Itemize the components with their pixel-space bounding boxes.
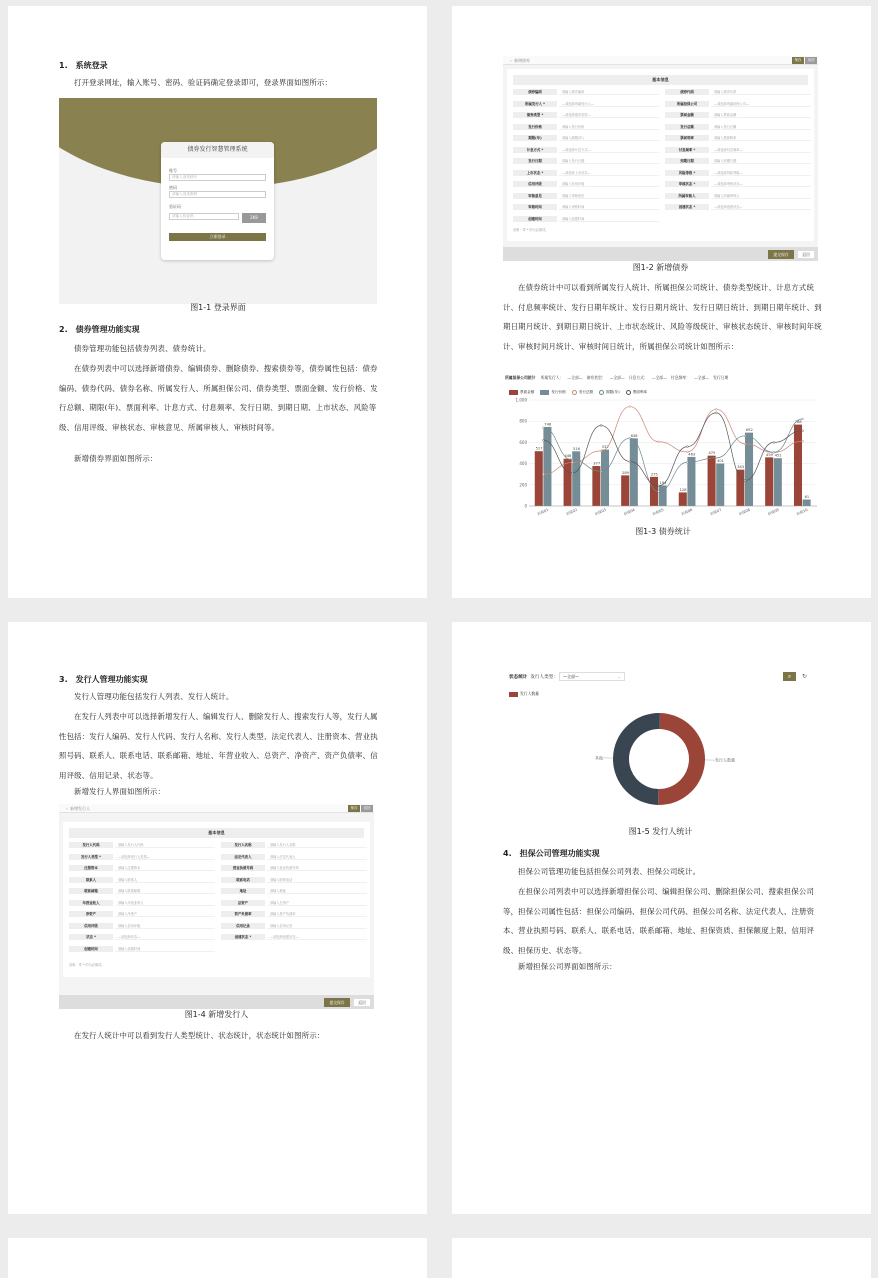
legend-swatch	[626, 390, 631, 395]
legend-swatch	[572, 390, 577, 395]
figure-caption: 图1-4 新增发行人	[59, 1009, 374, 1020]
password-input[interactable]: 请输入登录密码	[169, 191, 266, 198]
form-input[interactable]: 请输入创建时间	[115, 946, 215, 952]
paragraph: 在发行人列表中可以选择新增发行人、编辑发行人、删除发行人、搜索发行人等，发行人属性包括：发行人编码、发行人代码、发行人名称、发行人类型、法定代表人、注册资本、营业执照号码、联系人、联系电话、联系邮箱、地址、年营业收入、总资产、净资产、资产负债率、信用评级、信用记录、状态等。	[59, 707, 379, 785]
line-point	[773, 451, 775, 453]
form-card	[507, 69, 814, 241]
paragraph: 在债券列表中可以选择新增债券、编辑债券、删除债券、搜索债券等，债券属性包括：债券编码、债券代码、债券名称、所属发行人、所属担保公司、债券类型、票面金额、发行价格、发行总额、期限(年)、票面利率、计息方式、付息频率、发行日期、到期日期、上市状态、风险等级、信用评级、审核状态、审核意见、所属审核人、审核时间等。	[59, 359, 379, 437]
line-point	[543, 427, 545, 429]
paragraph: 新增发行人界面如图所示：	[59, 782, 379, 802]
form-label: 债券代码	[665, 89, 709, 95]
form-row	[69, 911, 364, 917]
new-issuer-form-screenshot	[59, 804, 374, 1009]
form-label: 审核意见	[513, 193, 557, 199]
form-card	[63, 822, 370, 977]
form-label: 地址	[221, 888, 265, 894]
series-line	[543, 419, 802, 492]
document-page-3	[8, 622, 427, 1214]
line-point	[543, 473, 545, 475]
bar	[535, 451, 543, 506]
form-label: 票面金额	[665, 112, 709, 118]
captcha-image[interactable]: 2K8	[242, 213, 266, 223]
line-point	[715, 412, 717, 414]
bar	[592, 466, 600, 506]
figure-caption: 图1-3 债券统计	[503, 526, 823, 537]
form-input[interactable]: 请输入到期日期	[711, 158, 811, 164]
back-button[interactable]: 返回	[797, 250, 815, 259]
data-label: 768	[795, 420, 803, 424]
y-tick-label: 200	[519, 482, 527, 487]
form-row	[513, 89, 808, 95]
form-row	[513, 101, 808, 107]
bar	[564, 459, 572, 506]
form-input[interactable]: 请输入发行人名称	[267, 842, 367, 848]
form-input[interactable]: 请输入联系邮箱	[115, 888, 215, 894]
data-label: 692	[746, 428, 753, 432]
form-input[interactable]: —请选择计息方式—	[559, 147, 659, 153]
bar	[601, 450, 609, 506]
bar	[572, 451, 580, 506]
form-label: 创建状态 *	[221, 934, 265, 940]
figure-caption: 图1-5 发行人统计	[503, 826, 818, 837]
submit-save-button[interactable]: 提交保存	[324, 998, 350, 1007]
slice-label: 其他	[595, 754, 603, 760]
x-tick-label: 担保04	[623, 507, 636, 517]
form-row	[69, 854, 364, 860]
data-label: 532	[602, 445, 609, 449]
paragraph: 打开登录网址，输入账号、密码、验证码确定登录即可，登录界面如图所示：	[59, 73, 379, 93]
bar	[679, 492, 687, 506]
form-label: 票面利率	[665, 135, 709, 141]
line-point	[629, 437, 631, 439]
form-row	[69, 923, 364, 929]
chart-filter-item: 债券类型：	[587, 375, 606, 380]
series-line	[543, 407, 802, 475]
line-point	[571, 472, 573, 474]
legend-item[interactable]	[572, 390, 593, 394]
pie-slice	[658, 713, 705, 805]
form-label: 债券编码	[513, 89, 557, 95]
issuer-status-chart	[505, 672, 820, 822]
form-row	[513, 216, 808, 222]
form-label: 资产负债率	[221, 911, 265, 917]
bar	[708, 456, 716, 506]
form-input[interactable]: 请输入信用评级	[559, 181, 659, 187]
line-point	[802, 440, 804, 442]
chart-filter-item: 所属发行人：	[541, 375, 564, 380]
form-label: 发行人代码	[69, 842, 113, 848]
form-toolbar: ‹ 新增债券	[503, 56, 818, 65]
data-label: 343	[737, 465, 744, 469]
form-input[interactable]: 请输入总资产	[267, 900, 367, 906]
document-page-5	[8, 1238, 427, 1278]
form-input[interactable]: 请输入债券代码	[711, 89, 811, 95]
password-label: 密码	[169, 185, 177, 191]
line-point	[715, 408, 717, 410]
form-note: 说明：带 * 的为必填项。	[69, 962, 105, 967]
chart-filter-item[interactable]: —全部—	[567, 375, 582, 380]
chart-filter-bar	[505, 372, 825, 384]
chart-filter-title: 所属担保公司统计	[505, 375, 535, 380]
y-tick-label: 1,000	[516, 398, 528, 403]
refresh-icon[interactable]: ↻	[798, 672, 811, 681]
paragraph: 发行人管理功能包括发行人列表、发行人统计。	[59, 687, 379, 707]
account-label: 账号	[169, 168, 177, 174]
legend-swatch	[540, 390, 549, 395]
line-point	[744, 435, 746, 437]
form-label: 状态 *	[69, 934, 113, 940]
form-label: 联系人	[69, 877, 113, 883]
toolbar-back-button[interactable]: 返回	[805, 57, 817, 64]
legend-label: 发行价格	[551, 390, 565, 394]
form-row	[69, 888, 364, 894]
form-input[interactable]: 请输入创建时间	[559, 216, 659, 222]
form-input[interactable]: —请选择创建状态—	[711, 204, 811, 210]
form-row	[69, 900, 364, 906]
data-label: 746	[544, 422, 552, 426]
line-point	[600, 470, 602, 472]
form-label: 审核状态 *	[665, 181, 709, 187]
legend-item[interactable]	[509, 390, 534, 394]
form-input[interactable]: 请输入期限(年)	[559, 135, 659, 141]
form-row	[513, 181, 808, 187]
form-toolbar: ‹ 新增发行人	[59, 804, 374, 813]
form-label: 信用记录	[221, 923, 265, 929]
form-label: 联系电话	[221, 877, 265, 883]
x-tick-label: 担保07	[709, 507, 722, 517]
form-input[interactable]: 请输入审核时间	[559, 204, 659, 210]
form-input[interactable]: 请输入资产负债率	[267, 911, 367, 917]
form-label: 付息频率 *	[665, 147, 709, 153]
captcha-label: 验证码	[169, 204, 181, 210]
form-label: 上市状态 *	[513, 170, 557, 176]
data-label: 517	[536, 447, 543, 451]
paragraph: 债券管理功能包括债券列表、债券统计。	[59, 339, 379, 359]
legend-label: 期限(年)	[606, 390, 620, 394]
form-label: 债券类型 *	[513, 112, 557, 118]
bar	[687, 457, 695, 506]
bar	[794, 425, 802, 506]
form-input[interactable]: 请输入联系人	[115, 877, 215, 883]
form-label: 期限(年)	[513, 135, 557, 141]
line-point	[744, 480, 746, 482]
form-input[interactable]: 请输入发行总额	[711, 124, 811, 130]
document-page-1	[8, 6, 427, 598]
form-input[interactable]: 请输入票面利率	[711, 135, 811, 141]
chart-plot	[505, 396, 825, 520]
form-section-title: 基本信息	[513, 75, 808, 85]
new-bond-form-screenshot	[503, 56, 818, 261]
data-label: 446	[564, 454, 572, 458]
submit-save-button[interactable]: 提交保存	[768, 250, 794, 259]
y-tick-label: 800	[519, 419, 527, 424]
form-label: 发行人类型 *	[69, 854, 113, 860]
paragraph: 新增担保公司界面如图所示：	[503, 957, 823, 977]
line-point	[687, 461, 689, 463]
data-label: 194	[659, 481, 667, 485]
form-row	[69, 877, 364, 883]
chart-filter-bar	[509, 674, 558, 680]
x-tick-label: 担保10	[796, 507, 809, 517]
form-input[interactable]: —请选择所属担保公司—	[711, 101, 811, 107]
line-point	[543, 439, 545, 441]
chart-legend	[509, 388, 653, 396]
form-row	[69, 842, 364, 848]
chart-filter-item: 付息频率：	[671, 375, 690, 380]
paragraph: 担保公司管理功能包括担保公司列表、担保公司统计。	[503, 862, 823, 882]
chart-filter-item: 发行日期	[713, 375, 728, 380]
form-input[interactable]: —请选择状态—	[115, 934, 215, 940]
x-tick-label: 担保03	[594, 507, 607, 517]
login-screenshot	[59, 98, 377, 304]
form-input[interactable]: —请选择所属发行人—	[559, 101, 659, 107]
line-point	[600, 425, 602, 427]
data-label: 401	[717, 459, 724, 463]
form-input[interactable]: 请输入债券编码	[559, 89, 659, 95]
form-row	[69, 934, 364, 940]
form-input[interactable]: —请选择付息频率—	[711, 147, 811, 153]
form-input[interactable]: —请选择上市状态—	[559, 170, 659, 176]
pie-slice	[613, 713, 660, 805]
form-label: 所属发行人 *	[513, 101, 557, 107]
form-input[interactable]: 请输入发行价格	[559, 124, 659, 130]
line-point	[600, 450, 602, 452]
line-point	[744, 443, 746, 445]
legend-item[interactable]	[626, 390, 647, 394]
form-input[interactable]: 请输入票面金额	[711, 112, 811, 118]
form-label: 所属审核人	[665, 193, 709, 199]
chart-filter-item[interactable]: —全部—	[610, 375, 625, 380]
section-title: 3. 发行人管理功能实现	[59, 674, 148, 685]
bar	[716, 463, 724, 506]
form-label: 总资产	[221, 900, 265, 906]
chart-filter-item[interactable]: —全部—	[694, 375, 709, 380]
form-label: 发行人名称	[221, 842, 265, 848]
form-row	[513, 170, 808, 176]
form-label: 所属担保公司	[665, 101, 709, 107]
form-label: 发行日期	[513, 158, 557, 164]
form-row	[513, 124, 808, 130]
data-label: 377	[593, 462, 600, 466]
line-point	[773, 442, 775, 444]
line-point	[658, 485, 660, 487]
bar	[736, 470, 744, 506]
legend-item[interactable]	[599, 390, 620, 394]
form-input[interactable]: —请选择风险等级—	[711, 170, 811, 176]
data-label: 459	[766, 453, 774, 457]
bond-statistics-chart	[505, 372, 825, 520]
form-label: 创建时间	[69, 946, 113, 952]
form-row	[513, 204, 808, 210]
legend-swatch	[509, 390, 518, 395]
form-label: 到期日期	[665, 158, 709, 164]
legend-swatch	[599, 390, 604, 395]
x-tick-label: 担保09	[767, 507, 780, 517]
form-label: 发行价格	[513, 124, 557, 130]
filter-label: 发行人类型：	[530, 675, 558, 680]
form-label: 联系邮箱	[69, 888, 113, 894]
legend-item[interactable]	[540, 390, 565, 394]
bar	[621, 475, 629, 506]
slice-label: 发行人数量	[715, 757, 735, 763]
chart-filter-title: 状态统计	[509, 675, 527, 680]
form-input[interactable]: 请输入所属审核人	[711, 193, 811, 199]
form-label: 风险等级 *	[665, 170, 709, 176]
toolbar-save-button[interactable]: 保存	[348, 805, 360, 812]
form-label: 信用评级	[69, 923, 113, 929]
form-input[interactable]: —请选择发行人类型—	[115, 854, 215, 860]
line-point	[571, 459, 573, 461]
figure-caption: 图1-1 登录界面	[59, 302, 377, 313]
form-row	[69, 946, 364, 952]
bar	[543, 427, 551, 506]
legend-label: 票面利率	[633, 390, 647, 394]
legend-swatch	[509, 692, 518, 697]
form-input[interactable]: 请输入信用记录	[267, 923, 367, 929]
x-tick-label: 担保01	[536, 507, 549, 517]
form-label: 净资产	[69, 911, 113, 917]
series-line	[543, 413, 802, 486]
x-tick-label: 担保02	[565, 507, 578, 517]
data-label: 275	[651, 472, 658, 476]
paragraph: 在债券统计中可以看到所属发行人统计、所属担保公司统计、债券类型统计、计息方式统计、付息频率统计、发行日期年统计、发行日期月统计、发行日期日统计、到期日期年统计、到期日期月统计、到期日期日统计、上市状态统计、风险等级统计、审核状态统计、审核时间年统计、审核时间月统计、审核时间日统计，所属担保公司统计如图所示：	[503, 278, 823, 356]
line-point	[629, 461, 631, 463]
bar	[630, 438, 638, 506]
bar	[765, 457, 773, 506]
toolbar-save-button[interactable]: 保存	[792, 57, 804, 64]
form-input[interactable]: 请输入信用评级	[115, 923, 215, 929]
document-page-4	[452, 622, 871, 1214]
form-input[interactable]: —请选择创建状态—	[267, 934, 367, 940]
form-input[interactable]: 请输入净资产	[115, 911, 215, 917]
form-note: 说明：带 * 的为必填项。	[513, 227, 549, 232]
form-input[interactable]: 请输入联系电话	[267, 877, 367, 883]
y-tick-label: 400	[519, 461, 527, 466]
form-label: 发行总额	[665, 124, 709, 130]
x-tick-label: 担保06	[680, 507, 693, 517]
x-tick-label: 担保08	[738, 507, 751, 517]
data-label: 638	[631, 434, 639, 438]
search-icon[interactable]: ⌕	[783, 672, 796, 681]
data-label: 475	[708, 451, 715, 455]
section-title: 2. 债券管理功能实现	[59, 324, 140, 335]
x-tick-label: 担保05	[652, 507, 665, 517]
form-label: 营业执照号码	[221, 865, 265, 871]
account-input[interactable]: 请输入登录账号	[169, 174, 266, 181]
form-label: 年营业收入	[69, 900, 113, 906]
section-title: 1. 系统登录	[59, 60, 108, 71]
y-tick-label: 600	[519, 440, 527, 445]
data-label: 289	[622, 471, 630, 475]
form-input[interactable]: 请输入发行日期	[559, 158, 659, 164]
line-point	[658, 441, 660, 443]
data-label: 128	[680, 488, 688, 492]
form-row	[513, 193, 808, 199]
form-input[interactable]: 请输入审核意见	[559, 193, 659, 199]
form-input[interactable]: 请输入营业执照号码	[267, 865, 367, 871]
form-input[interactable]: —请选择债券类型—	[559, 112, 659, 118]
form-row	[513, 158, 808, 164]
form-row	[513, 135, 808, 141]
form-label: 注册资本	[69, 865, 113, 871]
form-input[interactable]: —请选择审核状态—	[711, 181, 811, 187]
chart-filter-item: 计息方式：	[629, 375, 648, 380]
paragraph: 新增债券界面如图所示：	[59, 449, 379, 469]
form-row	[69, 865, 364, 871]
data-label: 463	[688, 452, 695, 456]
donut-plot	[505, 697, 820, 822]
form-label: 创建状态 *	[665, 204, 709, 210]
line-point	[802, 418, 804, 420]
issuer-type-select[interactable]: —全部— ⌄	[559, 672, 625, 681]
bar	[774, 458, 782, 506]
document-page-2	[452, 6, 871, 598]
form-row	[513, 112, 808, 118]
line-point	[629, 406, 631, 408]
document-page-6	[452, 1238, 871, 1278]
form-row	[513, 147, 808, 153]
data-label: 451	[775, 454, 782, 458]
form-input[interactable]: 请输入注册资本	[115, 865, 215, 871]
legend-label: 发行总额	[579, 390, 593, 394]
data-label: 61	[805, 495, 810, 499]
chart-filter-item[interactable]: —全部—	[652, 375, 667, 380]
paragraph: 在发行人统计中可以看到发行人类型统计、状态统计，状态统计如图所示：	[59, 1026, 379, 1046]
form-label: 审核时间	[513, 204, 557, 210]
line-point	[571, 462, 573, 464]
back-button[interactable]: 返回	[353, 998, 371, 1007]
legend-label: 发行人数量	[520, 691, 539, 696]
login-button[interactable]: 立即登录	[169, 233, 266, 241]
line-point	[715, 457, 717, 459]
bar	[803, 500, 811, 506]
form-label: 创建时间	[513, 216, 557, 222]
y-tick-label: 0	[524, 504, 527, 509]
form-input[interactable]: 请输入发行人代码	[115, 842, 215, 848]
section-title: 4. 担保公司管理功能实现	[503, 848, 600, 859]
form-label: 信用评级	[513, 181, 557, 187]
line-point	[687, 451, 689, 453]
toolbar-back-button[interactable]: 返回	[361, 805, 373, 812]
line-point	[658, 491, 660, 493]
form-input[interactable]: 请输入年营业收入	[115, 900, 215, 906]
form-section-title: 基本信息	[69, 828, 364, 838]
captcha-input[interactable]: 请输入验证码	[169, 213, 239, 220]
form-input[interactable]: 请输入法定代表人	[267, 854, 367, 860]
line-point	[687, 446, 689, 448]
paragraph: 在担保公司列表中可以选择新增担保公司、编辑担保公司、删除担保公司、搜索担保公司等，担保公司属性包括：担保公司编码、担保公司代码、担保公司名称、法定代表人、注册资本、营业执照号码、联系人、联系电话、联系邮箱、地址、担保资质、担保额度上限、信用评级、担保历史、状态等。	[503, 882, 823, 960]
data-label: 516	[573, 447, 581, 451]
line-point	[802, 430, 804, 432]
login-box	[161, 142, 274, 260]
legend-label: 票面金额	[520, 390, 534, 394]
form-label: 法定代表人	[221, 854, 265, 860]
login-title: 债券发行智慧管理系统	[161, 142, 274, 158]
form-label: 计息方式 *	[513, 147, 557, 153]
figure-caption: 图1-2 新增债券	[503, 262, 818, 273]
form-input[interactable]: 请输入地址	[267, 888, 367, 894]
